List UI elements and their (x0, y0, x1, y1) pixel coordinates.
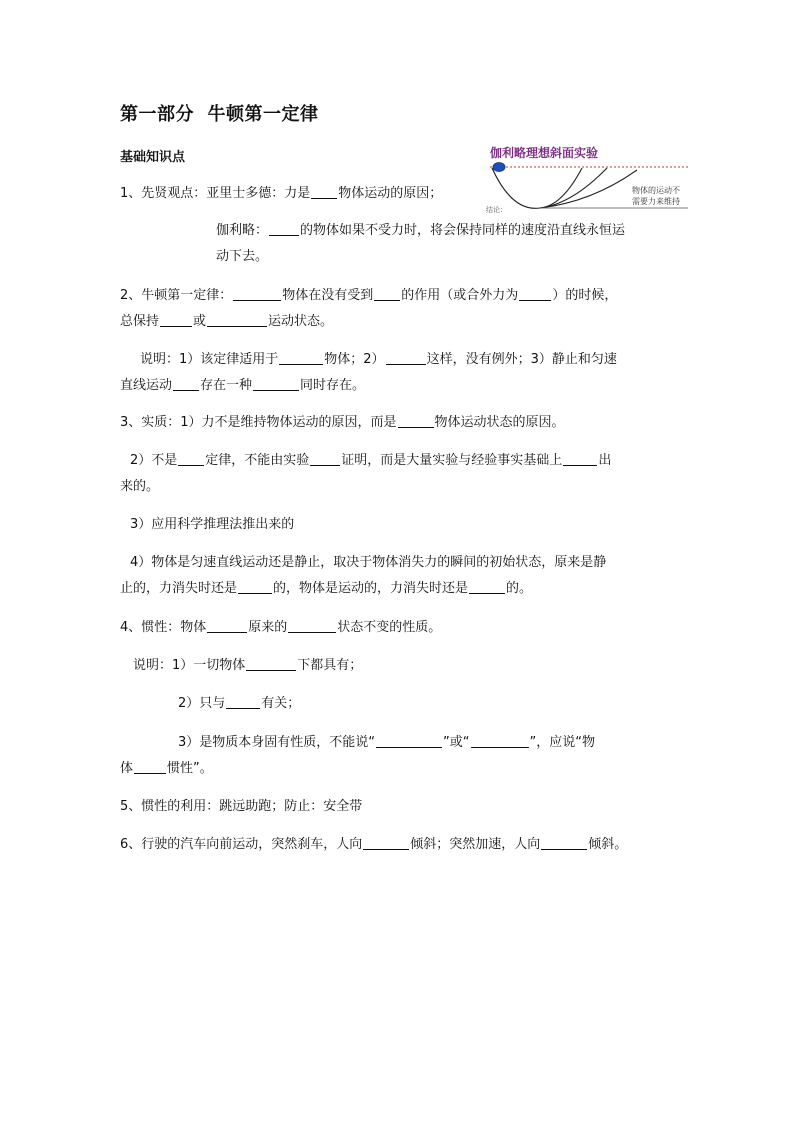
fill-blank[interactable] (288, 618, 336, 633)
fill-blank[interactable] (134, 759, 166, 774)
fill-blank[interactable] (310, 451, 340, 466)
fill-blank[interactable] (279, 350, 323, 365)
fill-blank[interactable] (238, 579, 272, 594)
incline-diagram (482, 140, 694, 216)
galileo-incline-figure (482, 140, 694, 216)
item-5-line: 5、惯性的利用：跳远助跑；防止：安全带 (120, 799, 363, 814)
fill-blank[interactable] (363, 835, 409, 850)
incline-curve-medium (540, 168, 607, 208)
item-4-line-1: 4、惯性：物体 原来的 状态不变的性质。 (120, 620, 442, 635)
figure-title: 伽利略理想斜面实验 (490, 146, 599, 160)
item-4-note-line-3: 3）是物质本身固有性质，不能说“ ”或“ ”，应说“物 (178, 735, 595, 750)
fill-blank[interactable] (469, 579, 505, 594)
fill-blank[interactable] (173, 376, 199, 391)
item-2-line-2: 总保持 或 运动状态。 (120, 314, 334, 329)
figure-corner-text: 结论： (486, 206, 507, 214)
item-2-note-line-2: 直线运动 存在一种 同时存在。 (120, 378, 366, 393)
fill-blank[interactable] (207, 618, 247, 633)
fill-blank[interactable] (386, 350, 426, 365)
fill-blank[interactable] (519, 286, 551, 301)
item-4-note-line-4: 体 惯性”。 (120, 761, 213, 776)
fill-blank[interactable] (178, 451, 204, 466)
item-3-line-1: 3、实质：1）力不是维持物体运动的原因，而是 物体运动状态的原因。 (120, 415, 565, 430)
fill-blank[interactable] (374, 286, 400, 301)
item-3-line-2: 2）不是 定律，不能由实验 证明，而是大量实验与经验事实基础上 出 (130, 453, 612, 468)
fill-blank[interactable] (471, 733, 529, 748)
item-3-line-5: 4）物体是匀速直线运动还是静止，取决于物体消失力的瞬间的初始状态，原来是静 (130, 555, 607, 570)
item-1-line-1: 1、先贤观点：亚里士多德：力是 物体运动的原因； (120, 186, 443, 201)
figure-note-line2: 需要力来维持 (632, 197, 680, 206)
fill-blank[interactable] (160, 312, 192, 327)
item-3-line-4: 3）应用科学推理法推出来的 (130, 517, 295, 532)
fill-blank[interactable] (269, 221, 299, 236)
fill-blank[interactable] (226, 694, 260, 709)
fill-blank[interactable] (233, 286, 281, 301)
item-6-line: 6、行驶的汽车向前运动，突然刹车，人向 倾斜；突然加速，人向 倾斜。 (120, 837, 628, 852)
section-heading: 基础知识点 (120, 150, 186, 165)
fill-blank[interactable] (563, 451, 597, 466)
figure-note-line1: 物体的运动不 (632, 186, 680, 195)
fill-blank[interactable] (246, 656, 296, 671)
item-1-line-2: 伽利略： 的物体如果不受力时，将会保持同样的速度沿直线永恒运 (216, 223, 626, 238)
fill-blank[interactable] (311, 184, 337, 199)
item-2-note-line-1: 说明：1）该定律适用于 物体；2） 这样，没有例外；3）静止和匀速 (140, 352, 617, 367)
item-2-line-1: 2、牛顿第一定律： 物体在没有受到 的作用（或合外力为 ）的时候， (120, 288, 618, 303)
fill-blank[interactable] (541, 835, 587, 850)
ball-icon (493, 163, 505, 172)
fill-blank[interactable] (207, 312, 267, 327)
item-4-note-line-1: 说明：1）一切物体 下都具有； (133, 658, 363, 673)
item-4-note-line-2: 2）只与 有关； (178, 696, 301, 711)
item-3-line-6: 止的，力消失时还是 的，物体是运动的，力消失时还是 的。 (120, 581, 533, 596)
page-title: 第一部分 牛顿第一定律 (120, 104, 319, 125)
fill-blank[interactable] (398, 413, 434, 428)
fill-blank[interactable] (376, 733, 442, 748)
fill-blank[interactable] (253, 376, 299, 391)
item-1-line-3: 动下去。 (216, 249, 269, 264)
item-3-line-3: 来的。 (120, 479, 160, 494)
